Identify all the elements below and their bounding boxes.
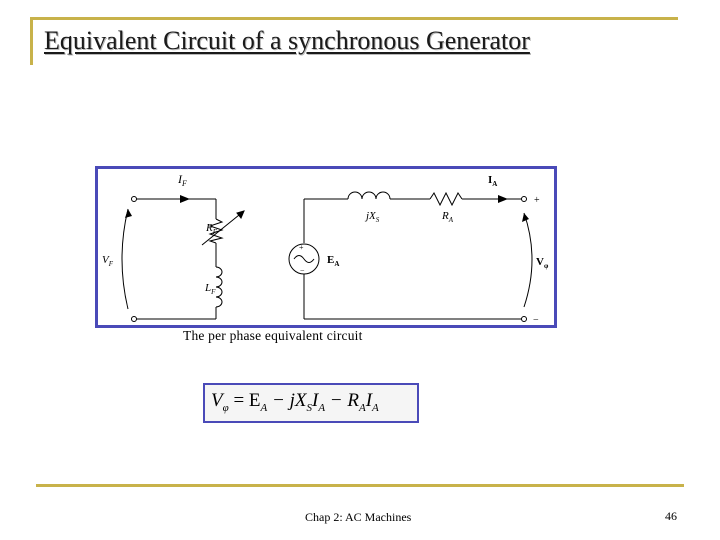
reactance-label: $jX_S$ (366, 210, 380, 224)
slide-title: Equivalent Circuit of a synchronous Generator (44, 26, 530, 55)
armature-resistor-label: $R_A$ (442, 210, 454, 224)
field-voltage-label: $V_F$ (102, 254, 114, 268)
field-terminal-top (132, 197, 137, 202)
phase-voltage-label: $V_\varphi$ (536, 256, 549, 270)
diagram-caption: The per phase equivalent circuit (183, 328, 363, 343)
field-inductor-label: $L_F$ (205, 282, 216, 296)
emf-label: $E_A$ (327, 254, 340, 268)
armature-resistor (430, 193, 462, 205)
output-terminal-bottom (522, 317, 527, 322)
emf-minus: − (300, 266, 305, 275)
left-rule (30, 17, 33, 65)
output-terminal-top (522, 197, 527, 202)
bottom-rule (36, 484, 684, 487)
circuit-diagram (95, 166, 557, 328)
synchronous-reactance (348, 192, 390, 199)
phase-voltage-arc (524, 213, 532, 307)
field-current-label: $I_F$ (178, 172, 187, 188)
circuit-svg (98, 169, 554, 325)
minus-sign: − (533, 315, 539, 325)
emf-plus: + (299, 243, 304, 252)
field-inductor (216, 267, 222, 307)
field-terminal-bottom (132, 317, 137, 322)
field-voltage-arc (122, 209, 128, 309)
armature-current-label: $I_A$ (488, 174, 498, 188)
plus-sign: + (534, 195, 540, 206)
page-number: 46 (665, 509, 677, 523)
top-rule (30, 17, 678, 20)
field-resistor-label: $R_F$ (206, 222, 218, 236)
equation-box (203, 383, 419, 423)
footer-text: Chap 2: AC Machines (305, 510, 412, 524)
equation: $V_\varphi = E_A - jX_SI_A - R_AI_A$ (211, 390, 379, 414)
